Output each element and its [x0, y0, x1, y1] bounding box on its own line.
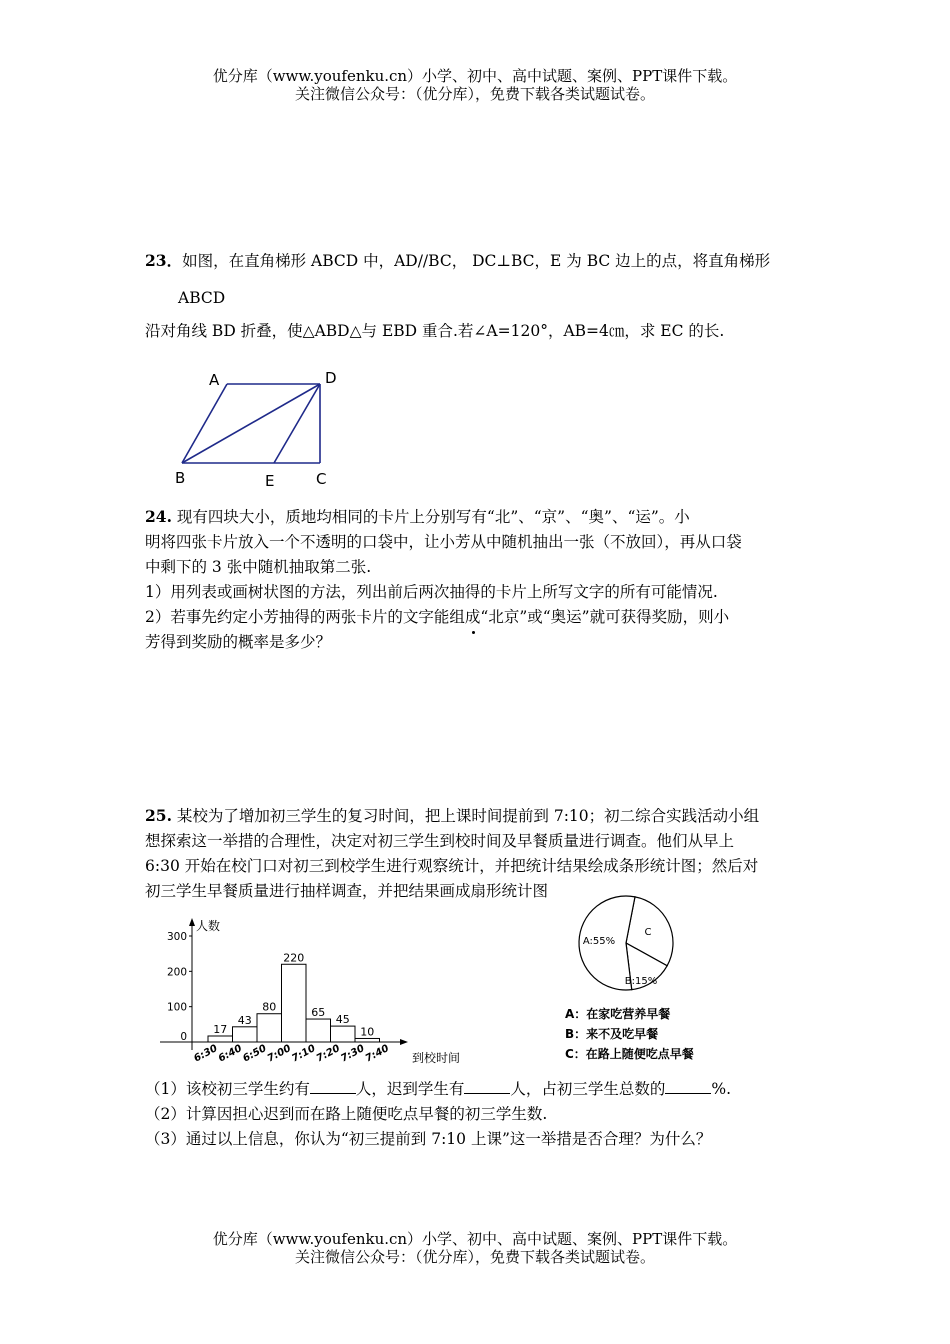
histogram-bar [257, 1014, 282, 1042]
label-d: D [325, 369, 337, 387]
q25-line-2: 想探索这一举措的合理性，决定对初三学生到校时间及早餐质量进行调查。他们从早上 [145, 832, 735, 850]
label-e: E [265, 472, 275, 490]
bar-value-label: 80 [262, 1000, 277, 1014]
pie-legend-item: C：在路上随便吃点早餐 [565, 1047, 694, 1061]
y-tick-label: 200 [166, 966, 187, 979]
page-footer-line-1: 优分库（www.youfenku.cn）小学、初中、高中试题、案例、PPT课件下载。 [212, 1230, 738, 1248]
bar-value-label: 43 [237, 1013, 252, 1027]
bar-value-label: 220 [283, 951, 305, 965]
pie-legend-item: B：来不及吃早餐 [565, 1027, 659, 1041]
histogram-bar [331, 1026, 356, 1042]
q25-number: 25. [145, 806, 172, 825]
q23-line-1: 23．如图，在直角梯形 ABCD 中，AD//BC， DC⊥BC，E 为 BC 边上的点，将直角梯形 [145, 251, 771, 270]
page-header-line-2: 关注微信公众号：（优分库），免费下载各类试题试卷。 [294, 85, 655, 103]
q24-sub-1: 1）用列表或画树状图的方法，列出前后两次抽得的卡片上所写文字的所有可能情况. [145, 583, 718, 601]
x-tick-label: 7:00 [265, 1043, 293, 1065]
x-tick-label: 7:10 [290, 1043, 318, 1065]
x-tick-label: 7:30 [339, 1043, 367, 1065]
q25-sub-2: （2）计算因担心迟到而在路上随便吃点早餐的初三学生数. [145, 1105, 548, 1123]
bar-value-label: 17 [213, 1022, 228, 1036]
pie-label-b: B:15% [624, 976, 658, 987]
q24-number: 24. [145, 507, 172, 526]
q25-sub-3: （3）通过以上信息，你认为“初三提前到 7:10 上课”这一举措是否合理？为什么？ [145, 1130, 712, 1148]
segment-ed [274, 384, 320, 463]
histogram-bar [282, 964, 307, 1042]
label-b: B [175, 469, 186, 487]
y-axis-label: 人数 [196, 919, 221, 933]
x-tick-label: 7:40 [363, 1043, 391, 1065]
pie-chart [565, 893, 750, 1065]
x-tick-label: 6:40 [216, 1043, 244, 1065]
segment-bd [182, 384, 320, 463]
x-axis-label: 到校时间 [412, 1051, 461, 1065]
page-footer-line-2: 关注微信公众号：（优分库），免费下载各类试题试卷。 [294, 1248, 655, 1266]
pie-legend-item: A：在家吃营养早餐 [565, 1007, 671, 1021]
x-axis-arrow [400, 1039, 408, 1045]
x-tick-label: 6:30 [192, 1043, 220, 1065]
label-a: A [209, 371, 220, 389]
label-c: C [316, 470, 327, 488]
bar-chart [150, 912, 480, 1072]
x-tick-label: 6:50 [241, 1043, 269, 1065]
emphasis-dot-char: 成 [465, 605, 481, 629]
q23-line-3: 沿对角线 BD 折叠，使△ABD△与 EBD 重合.若∠A=120°，AB=4㎝，求 EC 的长. [145, 322, 725, 340]
answer-blank-late[interactable] [464, 1079, 510, 1094]
y-tick-label: 0 [180, 1031, 187, 1043]
bar-value-label: 65 [311, 1006, 326, 1020]
q24-line-2: 明将四张卡片放入一个不透明的口袋中，让小芳从中随机抽出一张（不放回），再从口袋 [145, 533, 742, 551]
histogram-bar [355, 1038, 380, 1042]
q25-sub-1: （1）该校初三学生约有 人，迟到学生有 人，占初三学生总数的 %. [145, 1080, 732, 1098]
q24-line-3: 中剩下的 3 张中随机抽取第二张. [145, 558, 372, 576]
q23-number: 23． [145, 251, 183, 270]
answer-blank-total[interactable] [310, 1079, 356, 1094]
page-header-line-1: 优分库（www.youfenku.cn）小学、初中、高中试题、案例、PPT课件下载。 [212, 67, 738, 85]
answer-blank-percent[interactable] [665, 1079, 711, 1094]
x-tick-label: 7:20 [314, 1043, 342, 1065]
pie-label-a: A:55% [582, 936, 616, 947]
q25-line-1: 25. 某校为了增加初三学生的复习时间，把上课时间提前到 7:10；初二综合实践活动小组 [145, 806, 760, 825]
y-tick-label: 300 [166, 931, 187, 943]
histogram-bar [233, 1027, 258, 1042]
q25-line-3: 6:30 开始在校门口对初三到校学生进行观察统计，并把统计结果绘成条形统计图；然后对 [145, 857, 759, 875]
segment-ab [182, 384, 227, 463]
q24-sub-2-line-2: 芳得到奖励的概率是多少？ [145, 633, 332, 651]
pie-label-c: C [644, 927, 652, 938]
y-axis-arrow [189, 918, 195, 926]
trapezoid-figure [170, 366, 345, 491]
q24-line-1: 24. 现有四块大小，质地均相同的卡片上分别写有“北”、“京”、“奥”、“运”。小 [145, 507, 690, 526]
q23-line-2: ABCD [178, 289, 226, 307]
histogram-bar [306, 1019, 331, 1042]
histogram-bar [208, 1036, 233, 1042]
bar-value-label: 10 [360, 1025, 375, 1039]
q24-sub-2: 2）若事先约定小芳抽得的两张卡片的文字能组成“北京”或“奥运”就可获得奖励，则小 [145, 605, 810, 629]
bar-value-label: 45 [335, 1013, 350, 1027]
y-tick-label: 100 [166, 1001, 187, 1014]
q25-line-4: 初三学生早餐质量进行抽样调查，并把结果画成扇形统计图 [145, 882, 549, 900]
